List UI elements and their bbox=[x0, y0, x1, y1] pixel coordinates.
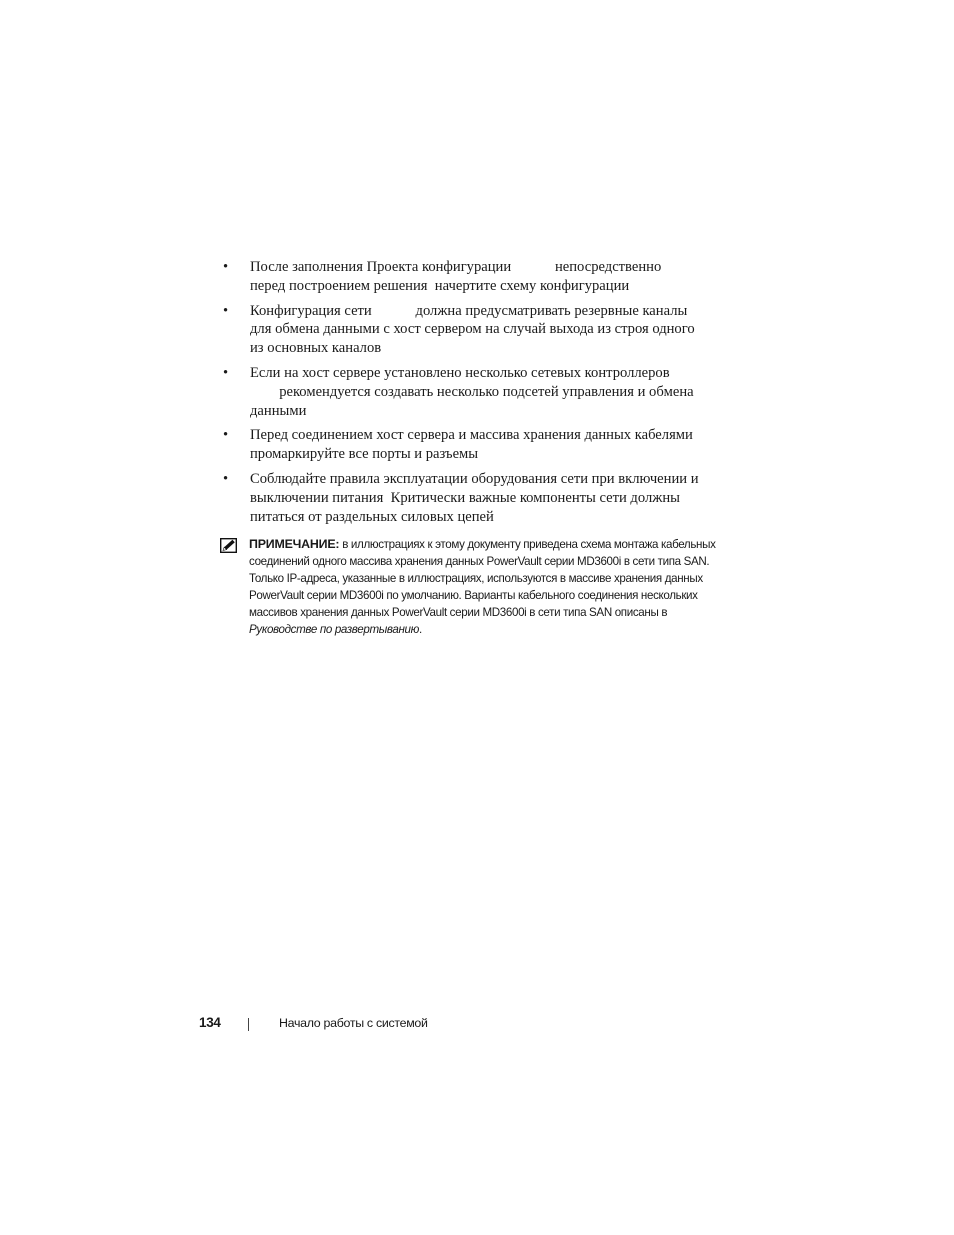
list-item-line: Конфигурация сети должна предусматривать резервные каналы bbox=[250, 302, 688, 319]
list-item bbox=[222, 426, 722, 464]
list-item-line: выключении питания Критически важные компоненты сети должны bbox=[250, 489, 680, 506]
note-pencil-icon bbox=[220, 538, 237, 553]
list-item-line: Соблюдайте правила эксплуатации оборудования сети при включении и bbox=[250, 470, 699, 487]
bullet-list bbox=[222, 258, 722, 532]
bullet-marker: • bbox=[223, 470, 229, 487]
list-item bbox=[222, 258, 722, 296]
footer-separator bbox=[248, 1018, 249, 1031]
list-item-line: данными bbox=[250, 402, 307, 419]
bullet-marker: • bbox=[223, 364, 229, 381]
note-text bbox=[249, 536, 720, 639]
bullet-marker: • bbox=[223, 302, 229, 319]
list-item-line: рекомендуется создавать несколько подсетей управления и обмена bbox=[250, 383, 694, 400]
list-item-line: для обмена данными с хост сервером на случай выхода из строя одного bbox=[250, 321, 695, 338]
list-item-line: питаться от раздельных силовых цепей bbox=[250, 508, 494, 525]
page-number: 134 bbox=[199, 1015, 221, 1030]
note-italic-reference: Руководстве по развертыванию bbox=[249, 623, 419, 637]
note-body: в иллюстрациях к этому документу приведена схема монтажа кабельных соединений одного массива хранения данных PowerVault серии MD3600i в сети типа SAN. Только IP-адреса, указанные в иллюстрациях, используются в массиве хранения данных PowerVault серии MD3600i по умолчанию. Варианты кабельного соединения нескольких массивов хранения данных PowerVault серии MD3600i в сети типа SAN описаны в bbox=[249, 538, 716, 620]
list-item-line: перед построением решения начертите схему конфигурации bbox=[250, 277, 630, 294]
note-block bbox=[220, 536, 720, 639]
list-item-line: Если на хост сервере установлено несколько сетевых контроллеров bbox=[250, 364, 670, 381]
list-item bbox=[222, 470, 722, 526]
list-item-line: После заполнения Проекта конфигурации непосредственно bbox=[250, 259, 662, 275]
note-label: ПРИМЕЧАНИЕ: bbox=[249, 537, 340, 551]
bullet-marker: • bbox=[223, 259, 229, 275]
bullet-marker: • bbox=[223, 427, 229, 444]
list-item bbox=[222, 302, 722, 358]
footer-title: Начало работы с системой bbox=[279, 1016, 428, 1030]
list-item-line: Перед соединением хост сервера и массива хранения данных кабелями bbox=[250, 427, 693, 444]
list-item-line: из основных каналов bbox=[250, 340, 382, 357]
list-item bbox=[222, 364, 722, 420]
note-end: . bbox=[418, 623, 422, 637]
list-item-line: промаркируйте все порты и разъемы bbox=[250, 446, 479, 463]
